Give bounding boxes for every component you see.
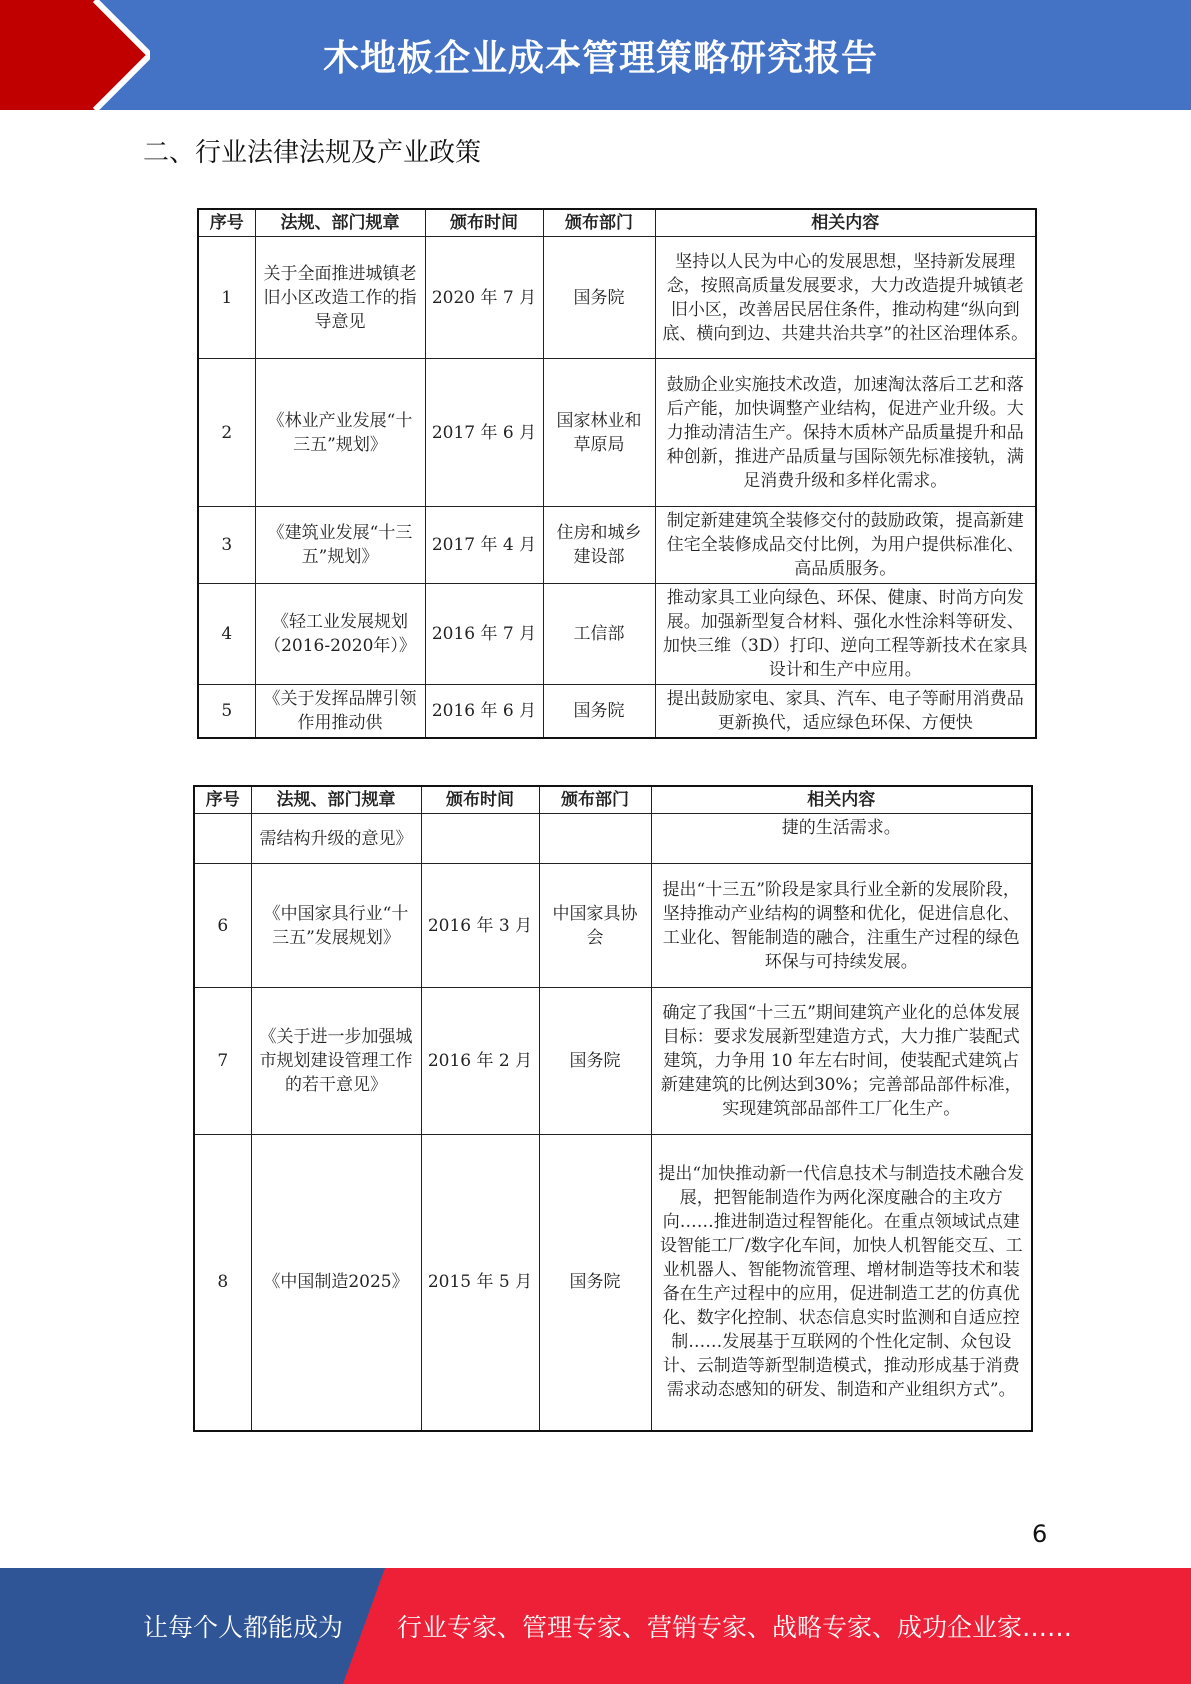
- header-content: 相关内容: [655, 209, 1036, 237]
- cell-date: 2016 年 3 月: [421, 864, 539, 988]
- header-content: 相关内容: [651, 786, 1032, 814]
- cell-name: 《中国制造2025》: [251, 1135, 421, 1431]
- cell-dept: [539, 814, 651, 864]
- cell-content: 推动家具工业向绿色、环保、健康、时尚方向发展。加强新型复合材料、强化水性涂料等研发、加快三维（3D）打印、逆向工程等新技术在家具设计和生产中应用。: [655, 584, 1036, 685]
- table-header-row: [198, 209, 1036, 237]
- cell-name: 《建筑业发展“十三五”规划》: [255, 507, 425, 584]
- cell-content: 捷的生活需求。: [651, 814, 1032, 864]
- cell-dept: 国务院: [539, 988, 651, 1135]
- header-date: 颁布时间: [421, 786, 539, 814]
- header-name: 法规、部门规章: [255, 209, 425, 237]
- regulations-table-part1: [197, 208, 1037, 739]
- header-arrow-decoration: [0, 0, 150, 110]
- cell-no: 8: [194, 1135, 251, 1431]
- cell-dept: 住房和城乡建设部: [543, 507, 655, 584]
- cell-no: 5: [198, 685, 255, 739]
- header-no: 序号: [198, 209, 255, 237]
- cell-dept: 国家林业和草原局: [543, 359, 655, 507]
- cell-date: 2017 年 4 月: [425, 507, 543, 584]
- header-no: 序号: [194, 786, 251, 814]
- cell-date: [421, 814, 539, 864]
- cell-content: 坚持以人民为中心的发展思想，坚持新发展理念，按照高质量发展要求，大力改造提升城镇老旧小区，改善居民居住条件，推动构建“纵向到底、横向到边、共建共治共享”的社区治理体系。: [655, 237, 1036, 359]
- footer-slogan-left: 让每个人都能成为: [143, 1613, 344, 1642]
- regulations-table-part2: [193, 785, 1033, 1432]
- cell-no: 7: [194, 988, 251, 1135]
- cell-date: 2016 年 2 月: [421, 988, 539, 1135]
- cell-content: 制定新建建筑全装修交付的鼓励政策，提高新建住宅全装修成品交付比例，为用户提供标准化、高品质服务。: [655, 507, 1036, 584]
- document-title: 木地板企业成本管理策略研究报告: [322, 37, 878, 79]
- cell-date: 2020 年 7 月: [425, 237, 543, 359]
- cell-name: 《林业产业发展“十三五”规划》: [255, 359, 425, 507]
- footer-banner: [0, 1568, 1191, 1684]
- table-row: [198, 584, 1036, 685]
- section-heading: 二、行业法律法规及产业政策: [143, 138, 482, 168]
- cell-date: 2016 年 7 月: [425, 584, 543, 685]
- table-row: [194, 814, 1032, 864]
- cell-content: 鼓励企业实施技术改造，加速淘汰落后工艺和落后产能，加快调整产业结构，促进产业升级。大力推动清洁生产。保持木质林产品质量提升和品种创新，推进产品质量与国际领先标准接轨，满足消费升级和多样化需求。: [655, 359, 1036, 507]
- header-banner: [0, 0, 1191, 110]
- cell-name: 关于全面推进城镇老旧小区改造工作的指导意见: [255, 237, 425, 359]
- table-row: [198, 507, 1036, 584]
- cell-name: 《中国家具行业“十三五”发展规划》: [251, 864, 421, 988]
- cell-date: 2015 年 5 月: [421, 1135, 539, 1431]
- header-name: 法规、部门规章: [251, 786, 421, 814]
- footer-slogan-right: 行业专家、管理专家、营销专家、战略专家、成功企业家……: [397, 1613, 1073, 1642]
- page-number: 6: [1032, 1520, 1048, 1548]
- cell-name: 《轻工业发展规划（2016-2020年）》: [255, 584, 425, 685]
- cell-name: 《关于进一步加强城市规划建设管理工作的若干意见》: [251, 988, 421, 1135]
- cell-name: 需结构升级的意见》: [251, 814, 421, 864]
- cell-no: 3: [198, 507, 255, 584]
- cell-dept: 工信部: [543, 584, 655, 685]
- cell-no: [194, 814, 251, 864]
- cell-content: 确定了我国“十三五”期间建筑产业化的总体发展目标：要求发展新型建造方式，大力推广装配式建筑，力争用 10 年左右时间，使装配式建筑占新建建筑的比例达到30%；完善部品部件标准，实现建筑部品部件工厂化生产。: [651, 988, 1032, 1135]
- cell-no: 2: [198, 359, 255, 507]
- cell-content: 提出鼓励家电、家具、汽车、电子等耐用消费品更新换代，适应绿色环保、方便快: [655, 685, 1036, 739]
- table-row: [198, 685, 1036, 739]
- cell-no: 4: [198, 584, 255, 685]
- cell-content: 提出“十三五”阶段是家具行业全新的发展阶段，坚持推动产业结构的调整和优化，促进信息化、工业化、智能制造的融合，注重生产过程的绿色环保与可持续发展。: [651, 864, 1032, 988]
- table-header-row: [194, 786, 1032, 814]
- table-row: [194, 1135, 1032, 1431]
- cell-no: 6: [194, 864, 251, 988]
- table-row: [198, 237, 1036, 359]
- cell-date: 2016 年 6 月: [425, 685, 543, 739]
- cell-content: 提出“加快推动新一代信息技术与制造技术融合发展，把智能制造作为两化深度融合的主攻方向……推进制造过程智能化。在重点领域试点建设智能工厂/数字化车间，加快人机智能交互、工业机器人、智能物流管理、增材制造等技术和装备在生产过程中的应用，促进制造工艺的仿真优化、数字化控制、状态信息实时监测和自适应控制……发展基于互联网的个性化定制、众包设计、云制造等新型制造模式，推动形成基于消费需求动态感知的研发、制造和产业组织方式”。: [651, 1135, 1032, 1431]
- cell-dept: 国务院: [543, 237, 655, 359]
- cell-date: 2017 年 6 月: [425, 359, 543, 507]
- table-row: [198, 359, 1036, 507]
- header-dept: 颁布部门: [543, 209, 655, 237]
- cell-dept: 国务院: [539, 1135, 651, 1431]
- cell-no: 1: [198, 237, 255, 359]
- cell-dept: 国务院: [543, 685, 655, 739]
- table-row: [194, 864, 1032, 988]
- header-dept: 颁布部门: [539, 786, 651, 814]
- cell-name: 《关于发挥品牌引领作用推动供: [255, 685, 425, 739]
- header-date: 颁布时间: [425, 209, 543, 237]
- table-row: [194, 988, 1032, 1135]
- cell-dept: 中国家具协会: [539, 864, 651, 988]
